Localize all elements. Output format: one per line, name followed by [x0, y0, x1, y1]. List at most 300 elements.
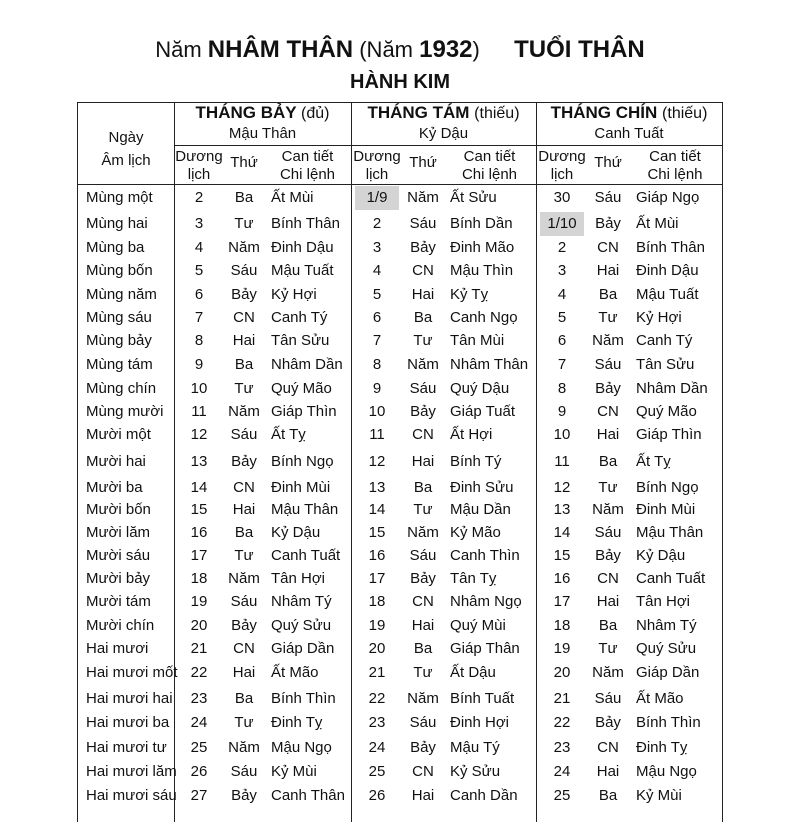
weekday: Tư [413, 332, 433, 349]
canchi-header [443, 148, 536, 184]
canchi: Đinh Tỵ [271, 714, 323, 731]
weekday: CN [412, 763, 434, 780]
solar-date: 17 [368, 570, 386, 587]
weekday: Bảy [231, 286, 257, 303]
canchi: Nhâm Ngọ [450, 593, 522, 610]
solar-date: 15 [190, 501, 208, 518]
solar-date: 4 [557, 286, 567, 303]
weekday: Hai [411, 787, 435, 804]
element-heading: HÀNH KIM [350, 71, 450, 93]
canchi: Mậu Thìn [450, 262, 514, 279]
canchi: Đinh Dậu [271, 239, 334, 256]
lunar-day-label: Mùng hai [86, 215, 148, 232]
lunar-day-label: Mùng sáu [86, 309, 152, 326]
weekday: CN [412, 262, 434, 279]
canchi-header [628, 148, 722, 184]
month-8-kind: (thiếu) [474, 105, 520, 122]
canchi: Bính Dần [450, 215, 513, 232]
weekday: Sáu [230, 426, 258, 443]
solar-date: 16 [368, 547, 386, 564]
solar-date: 18 [368, 593, 386, 610]
month-header-divider [174, 145, 722, 146]
solar-date: 19 [190, 593, 208, 610]
solar-date: 3 [557, 262, 567, 279]
solar-date: 17 [553, 593, 571, 610]
canchi: Bính Thìn [271, 690, 336, 707]
canchi: Kỷ Mão [450, 524, 501, 541]
weekday: Tư [598, 479, 618, 496]
solar-date: 19 [368, 617, 386, 634]
solar-date: 4 [194, 239, 204, 256]
weekday: Sáu [230, 763, 258, 780]
canchi: Canh Dần [450, 787, 518, 804]
weekday: Tư [598, 309, 618, 326]
weekday: Ba [413, 309, 433, 326]
weekday: Hai [596, 262, 620, 279]
canchi: Mậu Ngọ [271, 739, 332, 756]
solar-date: 14 [368, 501, 386, 518]
solar-date: 22 [368, 690, 386, 707]
weekday: Tư [234, 380, 254, 397]
canchi-header-line2: Chi lệnh [279, 166, 336, 183]
weekday: Bảy [231, 617, 257, 634]
weekday: Năm [407, 690, 439, 707]
solar-date: 24 [190, 714, 208, 731]
solar-date: 20 [553, 664, 571, 681]
weekday: Sáu [594, 690, 622, 707]
weekday: Sáu [594, 189, 622, 206]
month-7-title [174, 102, 351, 125]
solar-date: 10 [368, 403, 386, 420]
canchi-header [264, 148, 351, 184]
weekday: Ba [234, 690, 254, 707]
solar-date: 20 [368, 640, 386, 657]
solar-date-header-line2: lịch [187, 166, 211, 183]
weekday: Tư [234, 714, 254, 731]
solar-date: 7 [194, 309, 204, 326]
month-8-title [351, 102, 536, 125]
solar-date: 4 [372, 262, 382, 279]
weekday: Ba [234, 524, 254, 541]
solar-date: 25 [553, 787, 571, 804]
solar-date: 24 [368, 739, 386, 756]
solar-date: 23 [368, 714, 386, 731]
weekday: Ba [598, 453, 618, 470]
weekday: Hai [596, 763, 620, 780]
canchi-header-line2: Chi lệnh [461, 166, 518, 183]
canchi: Canh Tý [271, 309, 328, 326]
canchi: Ất Mão [636, 690, 684, 707]
year-number: 1932 [419, 36, 473, 63]
month-9-kind: (thiếu) [662, 105, 708, 122]
solar-date: 14 [553, 524, 571, 541]
canchi: Đinh Sửu [450, 479, 514, 496]
weekday: CN [233, 479, 255, 496]
weekday: Sáu [594, 356, 622, 373]
solar-date: 15 [368, 524, 386, 541]
lunar-day-header-line1: Ngày [108, 129, 144, 146]
lunar-day-label: Mười ba [86, 479, 143, 496]
weekday: Năm [228, 403, 260, 420]
weekday: CN [233, 309, 255, 326]
lunar-day-label: Mùng năm [86, 286, 157, 303]
solar-date: 18 [190, 570, 208, 587]
canchi: Quý Mão [636, 403, 697, 420]
canchi: Quý Sửu [636, 640, 697, 657]
weekday: CN [597, 239, 619, 256]
canchi: Mậu Dần [450, 501, 511, 518]
weekday: Bảy [231, 787, 257, 804]
solar-date-header-line2: lịch [365, 166, 389, 183]
solar-date: 12 [190, 426, 208, 443]
weekday: Sáu [409, 380, 437, 397]
weekday: Hai [596, 426, 620, 443]
solar-date: 13 [368, 479, 386, 496]
solar-date-header [351, 148, 403, 184]
canchi: Giáp Dần [636, 664, 700, 681]
weekday: Ba [413, 640, 433, 657]
solar-date: 23 [553, 739, 571, 756]
canchi: Kỷ Dậu [271, 524, 321, 541]
canchi: Kỷ Mùi [636, 787, 682, 804]
zodiac-age: TUỔI THÂN [514, 36, 645, 63]
weekday: Năm [228, 239, 260, 256]
weekday: Năm [407, 524, 439, 541]
solar-date: 14 [190, 479, 208, 496]
weekday: Sáu [409, 547, 437, 564]
weekday: Sáu [230, 262, 258, 279]
year-name: NHÂM THÂN [207, 36, 354, 63]
canchi: Kỷ Sửu [450, 763, 501, 780]
solar-date: 11 [369, 426, 385, 443]
canchi: Tân Hợi [271, 570, 326, 587]
weekday: Bảy [410, 239, 436, 256]
weekday-header: Thứ [409, 154, 437, 171]
solar-date: 26 [368, 787, 386, 804]
canchi: Đinh Hợi [450, 714, 510, 731]
solar-date-header [174, 148, 224, 184]
solar-date: 27 [190, 787, 208, 804]
canchi-header-line1: Can tiết [463, 148, 516, 165]
canchi: Giáp Thìn [636, 426, 702, 443]
lunar-day-label: Mùng bảy [86, 332, 152, 349]
solar-date: 13 [190, 453, 208, 470]
solar-date: 9 [194, 356, 204, 373]
solar-date: 9 [557, 403, 567, 420]
lunar-day-label: Mười lăm [86, 524, 151, 541]
weekday: Năm [228, 739, 260, 756]
canchi: Bính Tuất [450, 690, 515, 707]
canchi: Mậu Thân [271, 501, 339, 518]
solar-date: 21 [368, 664, 386, 681]
canchi: Bính Thân [636, 239, 705, 256]
weekday: Bảy [410, 570, 436, 587]
lunar-day-label: Hai mươi ba [86, 714, 170, 731]
month-7-kind: (đủ) [301, 105, 330, 122]
title-paren-open: (Năm [359, 37, 414, 62]
weekday: Tư [413, 664, 433, 681]
weekday: Sáu [594, 524, 622, 541]
solar-date: 20 [190, 617, 208, 634]
weekday: Năm [592, 501, 624, 518]
canchi-header-line1: Can tiết [281, 148, 334, 165]
weekday: CN [412, 426, 434, 443]
weekday: Năm [592, 332, 624, 349]
weekday: Sáu [409, 714, 437, 731]
solar-date-header [536, 148, 588, 184]
solar-date: 8 [372, 356, 382, 373]
weekday: Hai [232, 501, 256, 518]
weekday: Tư [234, 547, 254, 564]
lunar-day-label: Mười bảy [86, 570, 151, 587]
weekday: Năm [228, 570, 260, 587]
solar-date: 26 [190, 763, 208, 780]
solar-date: 10 [190, 380, 208, 397]
solar-date: 6 [372, 309, 382, 326]
canchi: Canh Thân [271, 787, 345, 804]
weekday: Ba [598, 286, 618, 303]
weekday: Bảy [595, 215, 621, 232]
canchi-header-line1: Can tiết [649, 148, 701, 165]
canchi: Kỷ Mùi [271, 763, 317, 780]
month-9-canchi: Canh Tuất [594, 125, 664, 142]
solar-date: 2 [372, 215, 382, 232]
canchi: Canh Tuất [636, 570, 706, 587]
solar-date: 9 [372, 380, 382, 397]
weekday: Hai [411, 286, 435, 303]
page-title [0, 36, 800, 64]
lunar-day-label: Mười một [86, 426, 151, 443]
solar-date: 6 [194, 286, 204, 303]
solar-date: 13 [553, 501, 571, 518]
lunar-day-label: Mười tám [86, 593, 151, 610]
canchi: Mậu Thân [636, 524, 704, 541]
canchi: Ất Tỵ [271, 426, 306, 443]
weekday: Sáu [409, 215, 437, 232]
canchi: Kỷ Hợi [636, 309, 682, 326]
weekday-header: Thứ [230, 154, 258, 171]
solar-date: 5 [194, 262, 204, 279]
lunar-day-label: Hai mươi sáu [86, 787, 177, 804]
canchi: Tân Sửu [271, 332, 330, 349]
weekday: Bảy [595, 714, 621, 731]
solar-date: 2 [194, 189, 204, 206]
weekday: Ba [413, 479, 433, 496]
solar-date: 25 [190, 739, 208, 756]
canchi: Tân Tỵ [450, 570, 497, 587]
canchi: Đinh Dậu [636, 262, 699, 279]
month-7-name: THÁNG BẢY [195, 103, 297, 122]
solar-date: 7 [372, 332, 382, 349]
lunar-day-label: Hai mươi [86, 640, 149, 657]
solar-date: 5 [372, 286, 382, 303]
lunar-calendar-table [77, 102, 723, 822]
lunar-day-header [78, 126, 174, 172]
canchi: Mậu Tuất [636, 286, 699, 303]
solar-date: 19 [553, 640, 571, 657]
solar-date: 8 [194, 332, 204, 349]
canchi: Giáp Tuất [450, 403, 516, 420]
canchi: Bính Ngọ [636, 479, 699, 496]
canchi: Kỷ Tỵ [450, 286, 489, 303]
lunar-day-header-line2: Âm lịch [101, 152, 151, 169]
month-9-title [536, 102, 722, 125]
weekday: CN [233, 640, 255, 657]
weekday: Sáu [230, 593, 258, 610]
canchi: Đinh Mùi [636, 501, 696, 518]
canchi: Ất Mão [271, 664, 319, 681]
solar-date-header-line1: Dương [175, 148, 223, 165]
solar-date: 18 [553, 617, 571, 634]
canchi: Quý Sửu [271, 617, 332, 634]
canchi: Bính Thân [271, 215, 340, 232]
solar-date-header-line1: Dương [538, 148, 586, 165]
lunar-day-label: Hai mươi hai [86, 690, 173, 707]
canchi: Canh Tý [636, 332, 693, 349]
lunar-day-label: Mùng tám [86, 356, 153, 373]
canchi: Bính Tý [450, 453, 502, 470]
canchi: Mậu Tý [450, 739, 500, 756]
month-7-canchi: Mậu Thân [228, 125, 297, 142]
canchi-header-line2: Chi lệnh [647, 166, 703, 183]
canchi: Bính Ngọ [271, 453, 334, 470]
weekday-header: Thứ [594, 154, 622, 171]
canchi: Đinh Tỵ [636, 739, 688, 756]
lunar-day-label: Mười hai [86, 453, 146, 470]
solar-date: 15 [553, 547, 571, 564]
month-8-name: THÁNG TÁM [367, 103, 470, 122]
weekday: Bảy [595, 380, 621, 397]
canchi: Quý Mão [271, 380, 332, 397]
weekday: Năm [407, 189, 439, 206]
lunar-day-label: Hai mươi tư [86, 739, 167, 756]
canchi: Nhâm Thân [450, 356, 529, 373]
canchi: Quý Mùi [450, 617, 506, 634]
solar-date: 24 [553, 763, 571, 780]
weekday: Hai [232, 332, 256, 349]
weekday: CN [597, 570, 619, 587]
canchi: Tân Hợi [636, 593, 691, 610]
lunar-day-label: Mùng mười [86, 403, 164, 420]
month-8-canchi: Kỷ Dậu [418, 125, 469, 142]
solar-date-header-line1: Dương [353, 148, 401, 165]
canchi: Ất Mùi [636, 215, 679, 232]
canchi: Tân Mùi [450, 332, 505, 349]
solar-date: 11 [554, 453, 570, 470]
weekday: CN [597, 403, 619, 420]
solar-date: 10 [553, 426, 571, 443]
solar-date-highlighted: 1/9 [355, 186, 399, 210]
solar-date: 8 [557, 380, 567, 397]
title-prefix: Năm [155, 37, 202, 62]
solar-date: 11 [191, 403, 207, 420]
weekday: Năm [407, 356, 439, 373]
weekday: Hai [411, 453, 435, 470]
month-9-name: THÁNG CHÍN [550, 103, 658, 122]
title-paren-close: ) [472, 37, 480, 62]
canchi: Nhâm Tý [636, 617, 697, 634]
canchi: Đinh Mão [450, 239, 515, 256]
lunar-day-label: Mùng một [86, 189, 153, 206]
canchi: Giáp Dần [271, 640, 335, 657]
lunar-day-label: Mùng ba [86, 239, 145, 256]
canchi: Ất Mùi [271, 189, 314, 206]
canchi: Kỷ Hợi [271, 286, 317, 303]
lunar-day-label: Mùng bốn [86, 262, 153, 279]
weekday: Ba [234, 356, 254, 373]
canchi: Ất Sửu [450, 189, 497, 206]
weekday: Hai [596, 593, 620, 610]
canchi: Giáp Thân [450, 640, 520, 657]
canchi: Nhâm Dần [271, 356, 343, 373]
canchi: Nhâm Dần [636, 380, 708, 397]
solar-date: 16 [553, 570, 571, 587]
solar-date: 17 [190, 547, 208, 564]
solar-date: 21 [553, 690, 571, 707]
weekday: CN [412, 593, 434, 610]
solar-date: 22 [553, 714, 571, 731]
weekday: Bảy [410, 739, 436, 756]
canchi: Canh Thìn [450, 547, 520, 564]
weekday: CN [597, 739, 619, 756]
canchi: Giáp Thìn [271, 403, 337, 420]
solar-date: 21 [190, 640, 208, 657]
weekday: Bảy [410, 403, 436, 420]
weekday: Ba [598, 787, 618, 804]
lunar-day-label: Hai mươi lăm [86, 763, 177, 780]
solar-date-highlighted: 1/10 [540, 212, 584, 236]
canchi: Mậu Ngọ [636, 763, 697, 780]
canchi: Mậu Tuất [271, 262, 334, 279]
solar-date: 6 [557, 332, 567, 349]
solar-date: 23 [190, 690, 208, 707]
weekday: Bảy [231, 453, 257, 470]
weekday: Ba [234, 189, 254, 206]
weekday: Tư [234, 215, 254, 232]
solar-date: 16 [190, 524, 208, 541]
canchi: Kỷ Dậu [636, 547, 686, 564]
solar-date: 12 [368, 453, 386, 470]
weekday: Ba [598, 617, 618, 634]
lunar-day-label: Mười chín [86, 617, 155, 634]
weekday: Tư [598, 640, 618, 657]
solar-date: 3 [194, 215, 204, 232]
canchi: Ất Hợi [450, 426, 493, 443]
solar-date: 22 [190, 664, 208, 681]
weekday: Hai [411, 617, 435, 634]
canchi: Bính Thìn [636, 714, 701, 731]
canchi: Ất Dậu [450, 664, 496, 681]
canchi: Tân Sửu [636, 356, 695, 373]
solar-date-header-line2: lịch [550, 166, 574, 183]
canchi: Nhâm Tý [271, 593, 332, 610]
solar-date: 5 [557, 309, 567, 326]
lunar-day-label: Mười sáu [86, 547, 151, 564]
weekday: Tư [413, 501, 433, 518]
lunar-day-label: Mười bốn [86, 501, 151, 518]
solar-date: 2 [557, 239, 567, 256]
canchi: Giáp Ngọ [636, 189, 700, 206]
solar-date: 7 [557, 356, 567, 373]
weekday: Năm [592, 664, 624, 681]
canchi: Quý Dậu [450, 380, 510, 397]
solar-date: 3 [372, 239, 382, 256]
canchi: Canh Ngọ [450, 309, 518, 326]
solar-date: 12 [553, 479, 571, 496]
lunar-day-label: Mùng chín [86, 380, 157, 397]
lunar-day-label: Hai mươi mốt [86, 664, 178, 681]
weekday: Bảy [595, 547, 621, 564]
